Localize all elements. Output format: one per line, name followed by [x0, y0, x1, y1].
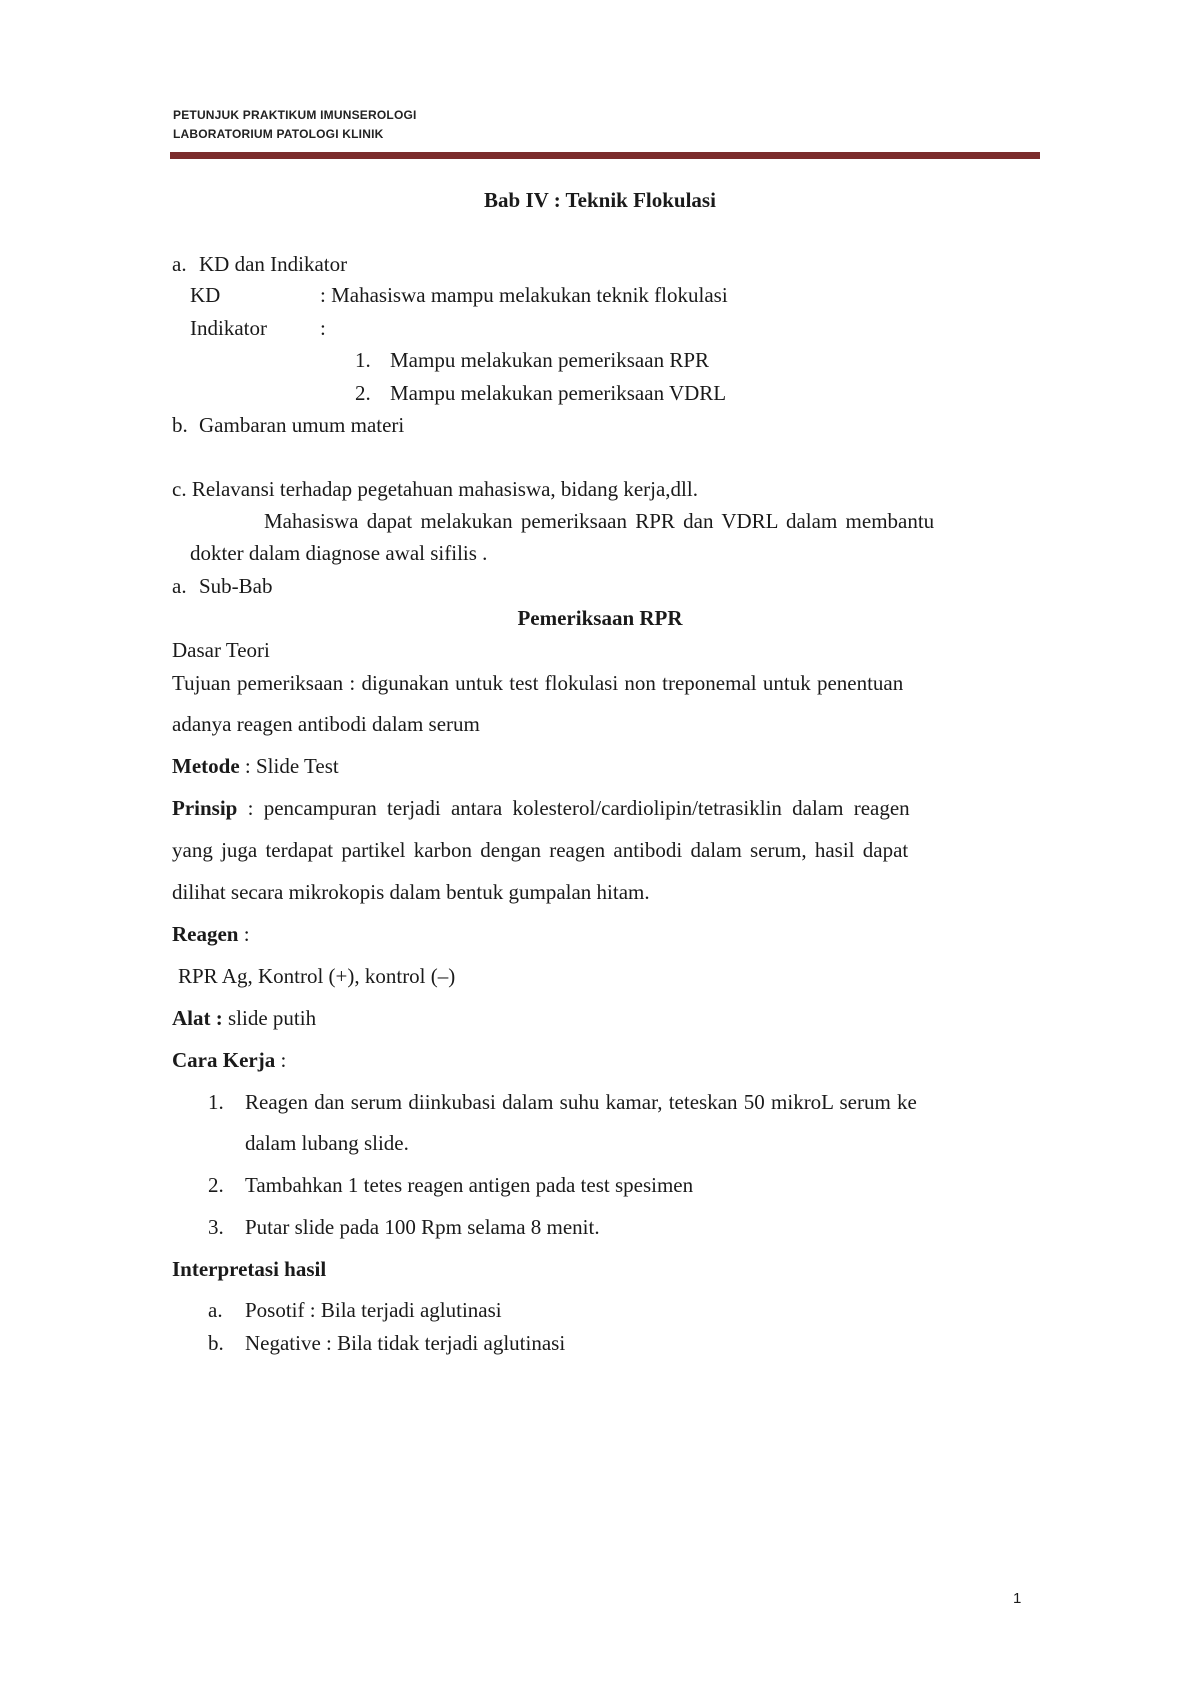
section-c-paragraph-text: Mahasiswa dapat melakukan pemeriksaan RPR dan VDRL dalam membantu: [264, 509, 935, 533]
section-c-heading: c. Relavansi terhadap pegetahuan mahasiswa, bidang kerja,dll.: [172, 477, 698, 501]
sub-bab-heading: Sub-Bab: [199, 574, 273, 598]
tujuan-line-1: Tujuan pemeriksaan : digunakan untuk test flokulasi non treponemal untuk penentuan: [172, 671, 904, 695]
tujuan-line-2: adanya reagen antibodi dalam serum: [172, 712, 480, 736]
interp-num: b.: [208, 1331, 224, 1355]
reagen-text: RPR Ag, Kontrol (+), kontrol (–): [178, 964, 456, 988]
header-rule: [170, 152, 1040, 159]
indikator-label: Indikator: [190, 316, 267, 340]
alat-label: Alat :: [172, 1006, 223, 1030]
prinsip-label: Prinsip: [172, 796, 238, 820]
header-line-2: LABORATORIUM PATOLOGI KLINIK: [173, 127, 384, 141]
reagen-line: [172, 924, 250, 945]
section-c-paragraph-line-2: dokter dalam diagnose awal sifilis .: [190, 541, 488, 565]
interp-text: Negative : Bila tidak terjadi aglutinasi: [245, 1331, 566, 1355]
prinsip-line-1: [172, 798, 910, 819]
indikator-colon: :: [320, 316, 326, 340]
step-text-continued: dalam lubang slide.: [245, 1131, 409, 1155]
indikator-item-num: 1.: [355, 348, 371, 372]
step-num: 2.: [208, 1173, 224, 1197]
kd-label: KD: [190, 283, 221, 307]
interp-text: Posotif : Bila terjadi aglutinasi: [245, 1298, 502, 1322]
step-num: 3.: [208, 1215, 224, 1239]
dasar-teori: Dasar Teori: [172, 638, 270, 662]
kd-text: : Mahasiswa mampu melakukan teknik flokulasi: [320, 283, 728, 307]
section-b-label: b.: [172, 413, 188, 437]
section-a-heading: KD dan Indikator: [199, 252, 348, 276]
prinsip-line-3: dilihat secara mikrokopis dalam bentuk gumpalan hitam.: [172, 880, 650, 904]
reagen-label: Reagen: [172, 922, 239, 946]
alat-text: slide putih: [222, 1006, 317, 1030]
step-text: Tambahkan 1 tetes reagen antigen pada test spesimen: [245, 1173, 694, 1197]
cara-kerja-label: Cara Kerja: [172, 1048, 276, 1072]
metode-text: : Slide Test: [239, 754, 339, 778]
interp-num: a.: [208, 1298, 223, 1322]
cara-kerja-line: [172, 1050, 286, 1071]
prinsip-line-2: yang juga terdapat partikel karbon dengan reagen antibodi dalam serum, hasil dapat: [172, 838, 909, 862]
cara-kerja-colon: :: [275, 1048, 287, 1072]
sub-bab-label: a.: [172, 574, 187, 598]
prinsip-text: : pencampuran terjadi antara kolesterol/cardiolipin/tetrasiklin dalam reagen: [237, 796, 910, 820]
indikator-item-text: Mampu melakukan pemeriksaan RPR: [390, 348, 710, 372]
section-c-paragraph-line-1: [264, 511, 1032, 532]
step-text: Reagen dan serum diinkubasi dalam suhu kamar, teteskan 50 mikroL serum ke: [245, 1090, 917, 1114]
section-a-label: a.: [172, 252, 187, 276]
header-line-1: PETUNJUK PRAKTIKUM IMUNSEROLOGI: [173, 108, 417, 122]
metode-label: Metode: [172, 754, 240, 778]
indikator-item-num: 2.: [355, 381, 371, 405]
reagen-colon: :: [238, 922, 250, 946]
section-b-heading: Gambaran umum materi: [199, 413, 405, 437]
interpretasi-label: Interpretasi hasil: [172, 1257, 327, 1281]
alat-line: [172, 1008, 316, 1029]
step-num: 1.: [208, 1090, 224, 1114]
rpr-title: Pemeriksaan RPR: [517, 606, 683, 630]
page-number: 1: [1013, 1590, 1022, 1607]
chapter-title: Bab IV : Teknik Flokulasi: [484, 188, 716, 212]
indikator-item-text: Mampu melakukan pemeriksaan VDRL: [390, 381, 727, 405]
metode-line: [172, 756, 339, 777]
step-text: Putar slide pada 100 Rpm selama 8 menit.: [245, 1215, 600, 1239]
